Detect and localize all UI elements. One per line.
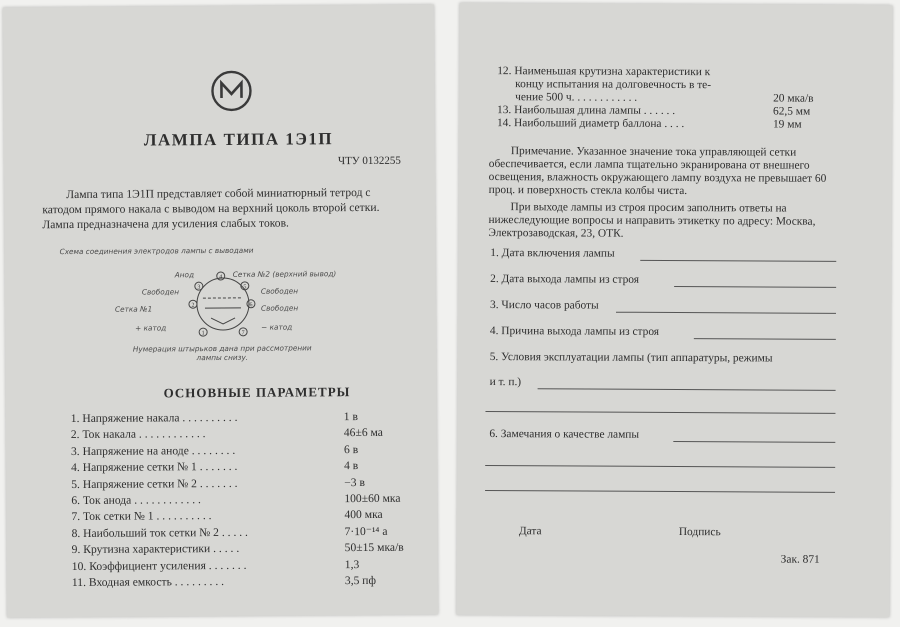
answer-line-5a[interactable] [538, 388, 836, 391]
order-number: Зак. 871 [780, 553, 820, 566]
label-free-right-2: Свободен [260, 303, 299, 313]
param-value: −3 в [344, 475, 365, 489]
request-text: При выходе лампы из строя просим заполнить ответы на нижеследующие вопросы и направить этикетку по адресу: Москва, Электрозаводская, 23, ОТК. [488, 201, 816, 240]
params-continued [497, 65, 847, 132]
pin-6 [247, 300, 255, 309]
note-text: Примечание. Указанное значение тока управляющей сетки обеспечивается, если лампа тщательно экранирована от внешнего освещения, влажность окружающего лампу воздуха не превышает 60 проц. и поверхность стекла колбы чиста. [488, 145, 827, 198]
question-2: 2. Дата выхода лампы из строя [490, 273, 640, 286]
param-value: 6 в [343, 442, 359, 456]
svg-text:7: 7 [241, 330, 245, 337]
signature-label: Подпись [678, 526, 721, 539]
label-anode: Анод [174, 270, 195, 280]
param-value: 100±60 мка [344, 491, 401, 506]
answer-line-2[interactable] [674, 286, 836, 288]
param-value: 62,5 мм [773, 105, 811, 118]
param-value: 20 мка/в [773, 92, 814, 105]
scheme-title: Схема соединения электродов лампы с выводами [59, 245, 254, 257]
answer-line-3[interactable] [616, 312, 836, 314]
param-value: 4 в [344, 459, 359, 473]
left-page [3, 5, 438, 618]
label-free-left: Свободен [141, 287, 180, 297]
label-cathode-plus: + катод [135, 323, 167, 333]
param-label: концу испытания на долговечность в те- [515, 78, 712, 92]
description-text: Лампа типа 1Э1П представляет собой миниатюрный тетрод с катодом прямого накала с выводом на верхний цоколь второй сетки. Лампа предназначена для усиления слабых токов. [42, 185, 380, 232]
svg-text:3: 3 [197, 284, 201, 291]
param-label: чение 500 ч. . . . . . . . . . . . [515, 91, 638, 104]
label-free-right: Свободен [260, 286, 299, 296]
param-label: 11. Входная емкость . . . . . . . . . [71, 574, 225, 589]
date-label: Дата [518, 525, 542, 538]
answer-line-6a[interactable] [673, 441, 835, 443]
answer-line-5b[interactable] [485, 411, 835, 414]
param-label: 12. Наименьшая крутизна характеристики к [497, 65, 711, 79]
pin-2 [189, 300, 197, 309]
svg-text:2: 2 [191, 302, 195, 309]
param-label: 1. Напряжение накала . . . . . . . . . . [70, 410, 238, 426]
question-4: 4. Причина выхода лампы из строя [489, 325, 660, 338]
params-list [71, 409, 432, 592]
label-grid1: Сетка №1 [114, 304, 153, 314]
question-6: 6. Замечания о качестве лампы [489, 428, 640, 441]
pin-1 [199, 328, 207, 337]
param-label: 14. Наибольший диаметр баллона . . . . [496, 117, 685, 131]
param-label: 2. Ток накала . . . . . . . . . . . . [70, 427, 206, 442]
question-1: 1. Дата включения лампы [490, 247, 615, 260]
param-label: 7. Ток сетки № 1 . . . . . . . . . . [71, 509, 212, 524]
param-label: 13. Наибольшая длина лампы . . . . . . [497, 104, 676, 118]
param-value: 1 в [343, 410, 358, 424]
param-label: 4. Напряжение сетки № 1 . . . . . . . [71, 460, 238, 475]
pin-7 [239, 328, 247, 337]
question-5-cont: и т. п.) [489, 376, 522, 389]
spec-code: ЧТУ 0132255 [337, 154, 401, 168]
param-row [497, 117, 847, 132]
param-label: 5. Напряжение сетки № 2 . . . . . . . [71, 476, 238, 491]
param-value: 3,5 пф [344, 573, 377, 588]
param-label: 3. Напряжение на аноде . . . . . . . . [70, 443, 236, 458]
lamp-trademark-icon [208, 68, 254, 114]
pin-4 [217, 272, 225, 281]
svg-text:6: 6 [249, 302, 253, 309]
param-value: 1,3 [344, 557, 360, 571]
param-value: 46±6 ма [343, 426, 383, 440]
answer-line-6c[interactable] [485, 490, 835, 493]
pin-3 [195, 282, 203, 291]
param-value: 400 мка [344, 508, 383, 522]
params-title: ОСНОВНЫЕ ПАРАМЕТРЫ [163, 384, 351, 401]
question-5: 5. Условия эксплуатации лампы (тип аппаратуры, режимы [489, 351, 773, 365]
param-row [72, 572, 432, 591]
label-grid2: Сетка №2 (верхний вывод) [232, 269, 337, 279]
param-label: 6. Ток анода . . . . . . . . . . . . [71, 493, 201, 507]
svg-text:1: 1 [201, 330, 205, 337]
question-3: 3. Число часов работы [489, 299, 599, 312]
param-value: 50±15 мка/в [344, 540, 404, 555]
answer-line-6b[interactable] [485, 465, 835, 468]
param-label: 9. Крутизна характеристики . . . . . [71, 542, 240, 557]
param-label: 10. Коэффициент усиления . . . . . . . [71, 558, 247, 573]
svg-text:4: 4 [219, 274, 223, 281]
label-cathode-minus: − катод [261, 322, 293, 332]
answer-line-4[interactable] [694, 338, 836, 340]
answer-line-1[interactable] [640, 260, 836, 262]
right-page [456, 3, 892, 617]
document-title: ЛАМПА ТИПА 1Э1П [143, 129, 334, 150]
param-value: 7·10⁻¹⁴ а [344, 524, 388, 538]
param-label: 8. Наибольший ток сетки № 2 . . . . . [71, 525, 248, 540]
scheme-note: Нумерация штырьков дана при рассмотрении лампы снизу. [132, 343, 312, 363]
param-value: 19 мм [772, 118, 802, 131]
svg-text:5: 5 [243, 284, 247, 291]
